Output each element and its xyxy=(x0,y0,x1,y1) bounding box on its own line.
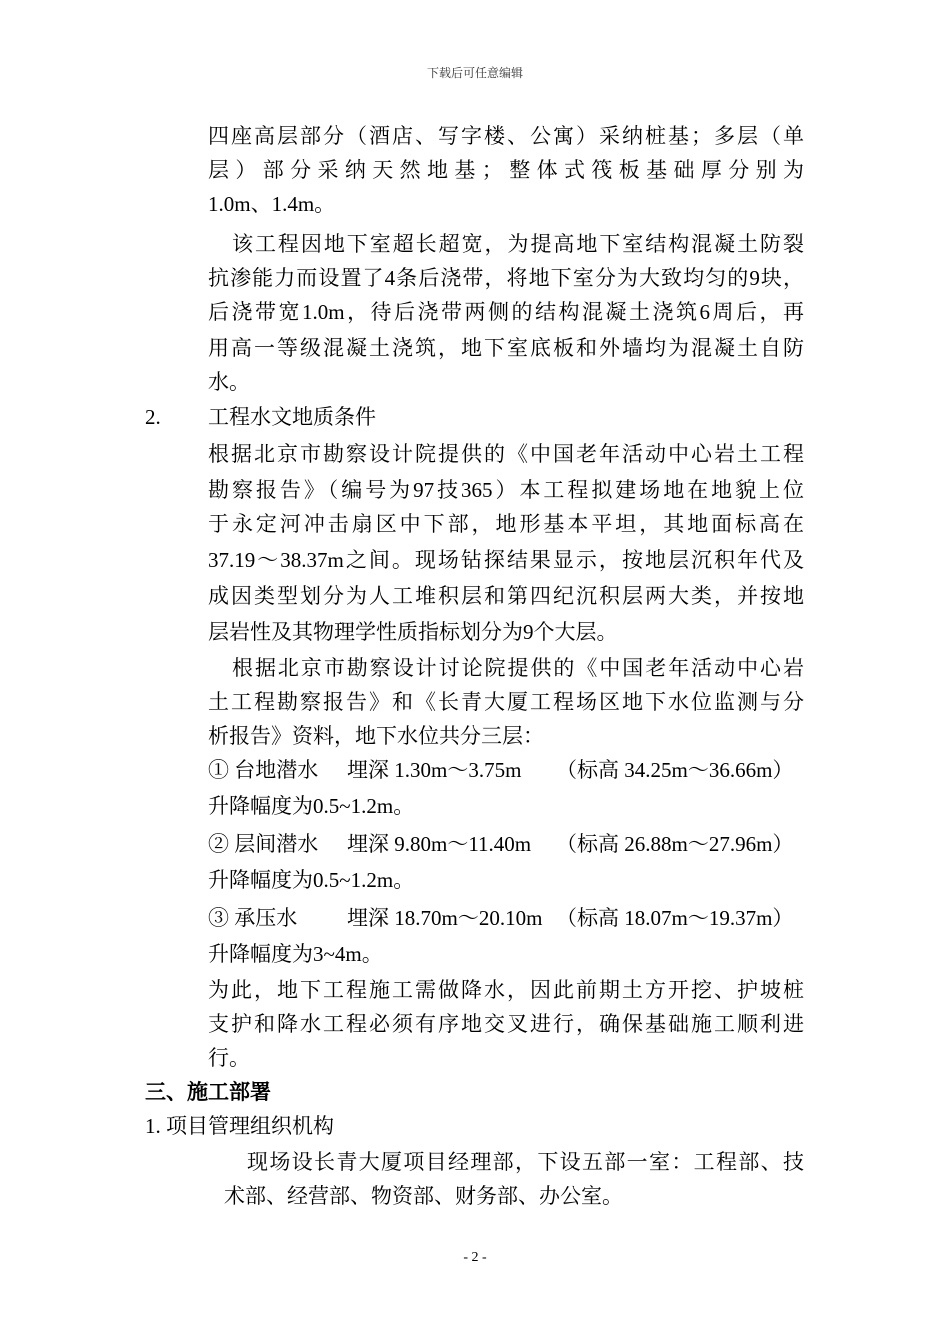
p5-line-1: 为此，地下工程施工需做降水，因此前期土方开挖、护坡桩 xyxy=(208,978,804,1002)
p3-line-2: 勘察报告》（编号为97技365）本工程拟建场地在地貌上位 xyxy=(208,478,804,502)
p4-line-3: 析报告》资料，地下水位共分三层： xyxy=(208,724,544,748)
water-1-depth: 埋深 1.30m～3.75m xyxy=(347,758,522,782)
p3-line-5: 成因类型划分为人工堆积层和第四纪沉积层两大类，并按地 xyxy=(208,584,804,608)
water-3-name: ③ 承压水 xyxy=(208,906,298,930)
p2-line-5: 水。 xyxy=(208,370,250,394)
p4-line-2: 土工程勘察报告》和《长青大厦工程场区地下水位监测与分 xyxy=(208,690,804,714)
p2-line-3: 后浇带宽1.0m，待后浇带两侧的结构混凝土浇筑6周后，再 xyxy=(208,300,804,324)
p6-line-1: 现场设长青大厦项目经理部，下设五部一室：工程部、技 xyxy=(247,1150,804,1174)
page-number: - 2 - xyxy=(463,1250,487,1265)
water-1-elevation: （标高 34.25m～36.66m） xyxy=(556,758,794,782)
p3-line-4: 37.19～38.37m之间。现场钻探结果显示，按地层沉积年代及 xyxy=(208,548,804,572)
p2-line-4: 用高一等级混凝土浇筑，地下室底板和外墙均为混凝土自防 xyxy=(208,336,804,360)
p1-line-2: 层）部分采纳天然地基；整体式筏板基础厚分别为 xyxy=(208,158,804,182)
water-2-name: ② 层间潜水 xyxy=(208,832,319,856)
water-1-range: 升降幅度为0.5~1.2m。 xyxy=(208,794,415,818)
section-2-title: 工程水文地质条件 xyxy=(208,405,376,429)
p3-line-6: 层岩性及其物理学性质指标划分为9个大层。 xyxy=(208,620,618,644)
water-1-name: ① 台地潜水 xyxy=(208,758,319,782)
page-header: 下载后可任意编辑 xyxy=(426,66,523,80)
water-2-range: 升降幅度为0.5~1.2m。 xyxy=(208,868,415,892)
water-3-depth: 埋深 18.70m～20.10m xyxy=(347,906,543,930)
p1-line-1: 四座高层部分（酒店、写字楼、公寓）采纳桩基；多层（单 xyxy=(208,124,804,148)
section-3-title: 三、施工部署 xyxy=(145,1080,271,1104)
water-2-elevation: （标高 26.88m～27.96m） xyxy=(556,832,794,856)
p4-line-1: 根据北京市勘察设计讨论院提供的《中国老年活动中心岩 xyxy=(232,656,804,680)
section-3-1-title: 1. 项目管理组织机构 xyxy=(145,1114,334,1138)
water-3-elevation: （标高 18.07m～19.37m） xyxy=(556,906,794,930)
water-2-depth: 埋深 9.80m～11.40m xyxy=(347,832,532,856)
water-3-range: 升降幅度为3~4m。 xyxy=(208,942,383,966)
p5-line-3: 行。 xyxy=(208,1046,250,1070)
p5-line-2: 支护和降水工程必须有序地交叉进行，确保基础施工顺利进 xyxy=(208,1012,804,1036)
section-2-number: 2. xyxy=(145,405,161,429)
p3-line-3: 于永定河冲击扇区中下部，地形基本平坦，其地面标高在 xyxy=(208,512,804,536)
p2-line-1: 该工程因地下室超长超宽，为提高地下室结构混凝土防裂 xyxy=(232,232,804,256)
p3-line-1: 根据北京市勘察设计院提供的《中国老年活动中心岩土工程 xyxy=(208,442,804,466)
p6-line-2: 术部、经营部、物资部、财务部、办公室。 xyxy=(224,1184,623,1208)
p2-line-2: 抗渗能力而设置了4条后浇带，将地下室分为大致均匀的9块， xyxy=(208,266,804,290)
p1-line-3: 1.0m、1.4m。 xyxy=(208,192,336,216)
